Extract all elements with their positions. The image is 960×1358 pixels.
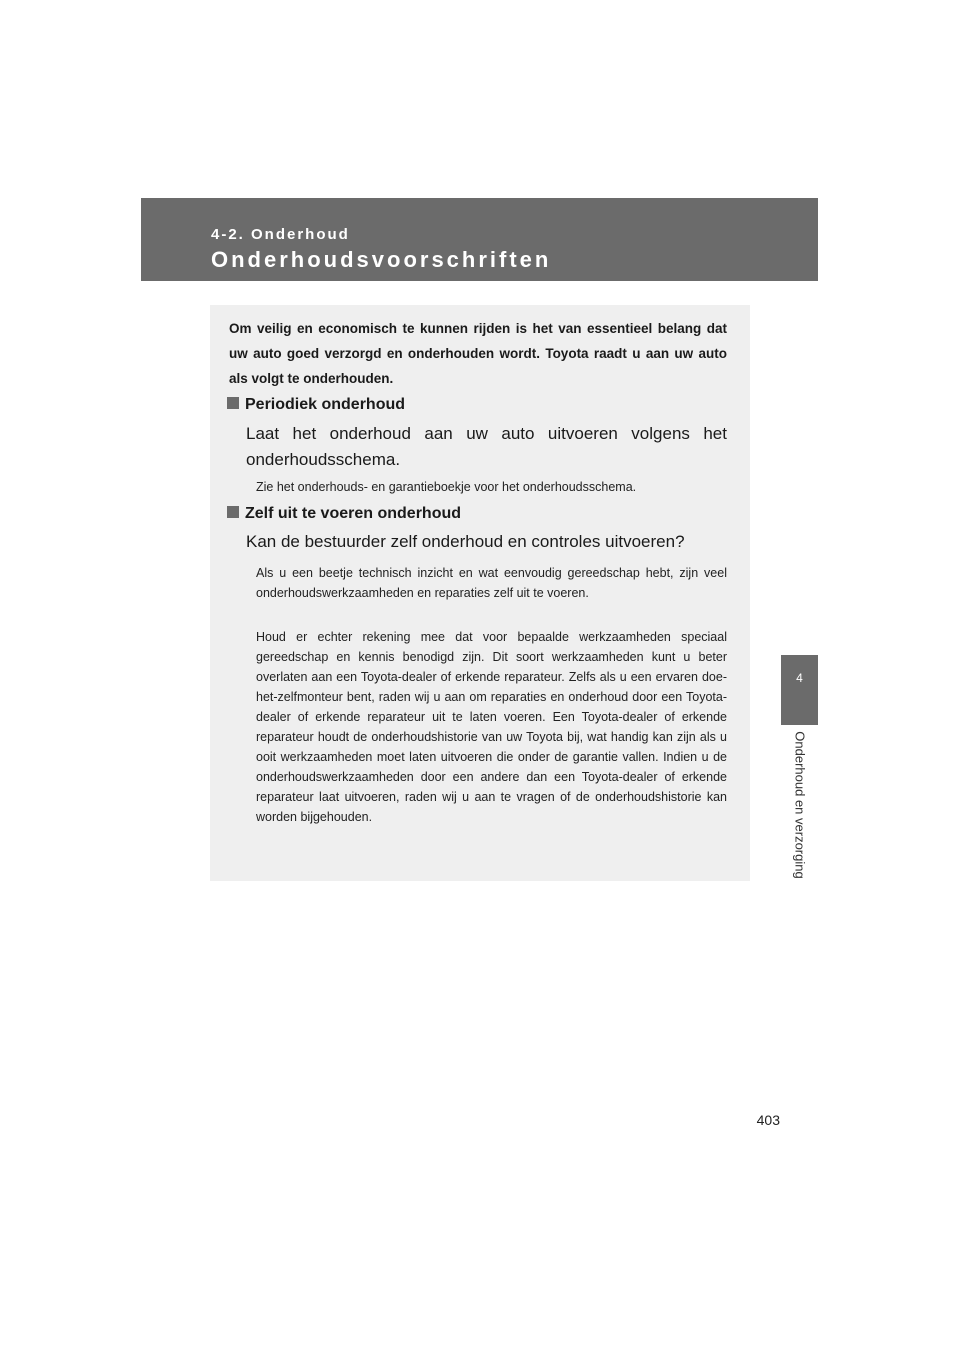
chapter-tab-label-wrap (781, 730, 818, 880)
section-heading-zelf (227, 505, 461, 523)
content-box (210, 305, 750, 881)
chapter-tab-number: 4 (781, 655, 818, 725)
chapter-tab-label: Onderhoud en verzorging (792, 731, 807, 879)
section-note: Zie het onderhouds- en garantieboekje voor het onderhoudsschema. (256, 480, 637, 494)
section-lead-periodiek: Laat het onderhoud aan uw auto uitvoeren volgens het onderhoudsschema. (246, 424, 727, 469)
section-heading-periodiek (227, 396, 405, 414)
section-heading-text: Zelf uit te voeren onderhoud (245, 505, 462, 522)
page-title: Onderhoudsvoorschriften (211, 247, 552, 272)
section-note: Als u een beetje technisch inzicht en wat eenvoudig gereedschap hebt, zijn veel onderhoudswerkzaamheden en reparaties zelf uit te voeren. (256, 566, 727, 600)
square-bullet-icon (227, 506, 239, 518)
chapter-header (141, 198, 818, 281)
page-number: 403 (756, 1112, 780, 1128)
section-heading-text: Periodiek onderhoud (245, 396, 406, 413)
section-note: Houd er echter rekening mee dat voor bepaalde werkzaamheden speciaal gereedschap en kennis benodigd zijn. Dit soort werkzaamheden kunt u beter overlaten aan een Toyota-dealer of erkende reparateur. Zelfs als u een ervaren doe-het-zelfmonteur bent, raden wij u aan om reparaties en onderhoud door een Toyota-dealer of erkende reparateur uit te laten voeren. Een Toyota-dealer of erkende reparateur houdt de onderhoudshistorie van uw Toyota bij, wat handig kan zijn als u ooit werkzaamheden moet laten uitvoeren die onder de garantie vallen. Indien u de onderhoudswerkzaamheden door een andere dan een Toyota-dealer of erkende reparateur laat uitvoeren, raden wij u aan te vragen of de onderhoudshistorie kan worden bijgehouden. (256, 630, 727, 824)
intro-text: Om veilig en economisch te kunnen rijden is het van essentieel belang dat uw auto goed verzorgd en onderhouden wordt. Toyota raadt u aan uw auto als volgt te onderhouden. (229, 321, 727, 386)
section-lead-zelf: Kan de bestuurder zelf onderhoud en controles uitvoeren? (246, 532, 685, 551)
section-label: 4-2. Onderhoud (211, 226, 350, 243)
square-bullet-icon (227, 397, 239, 409)
